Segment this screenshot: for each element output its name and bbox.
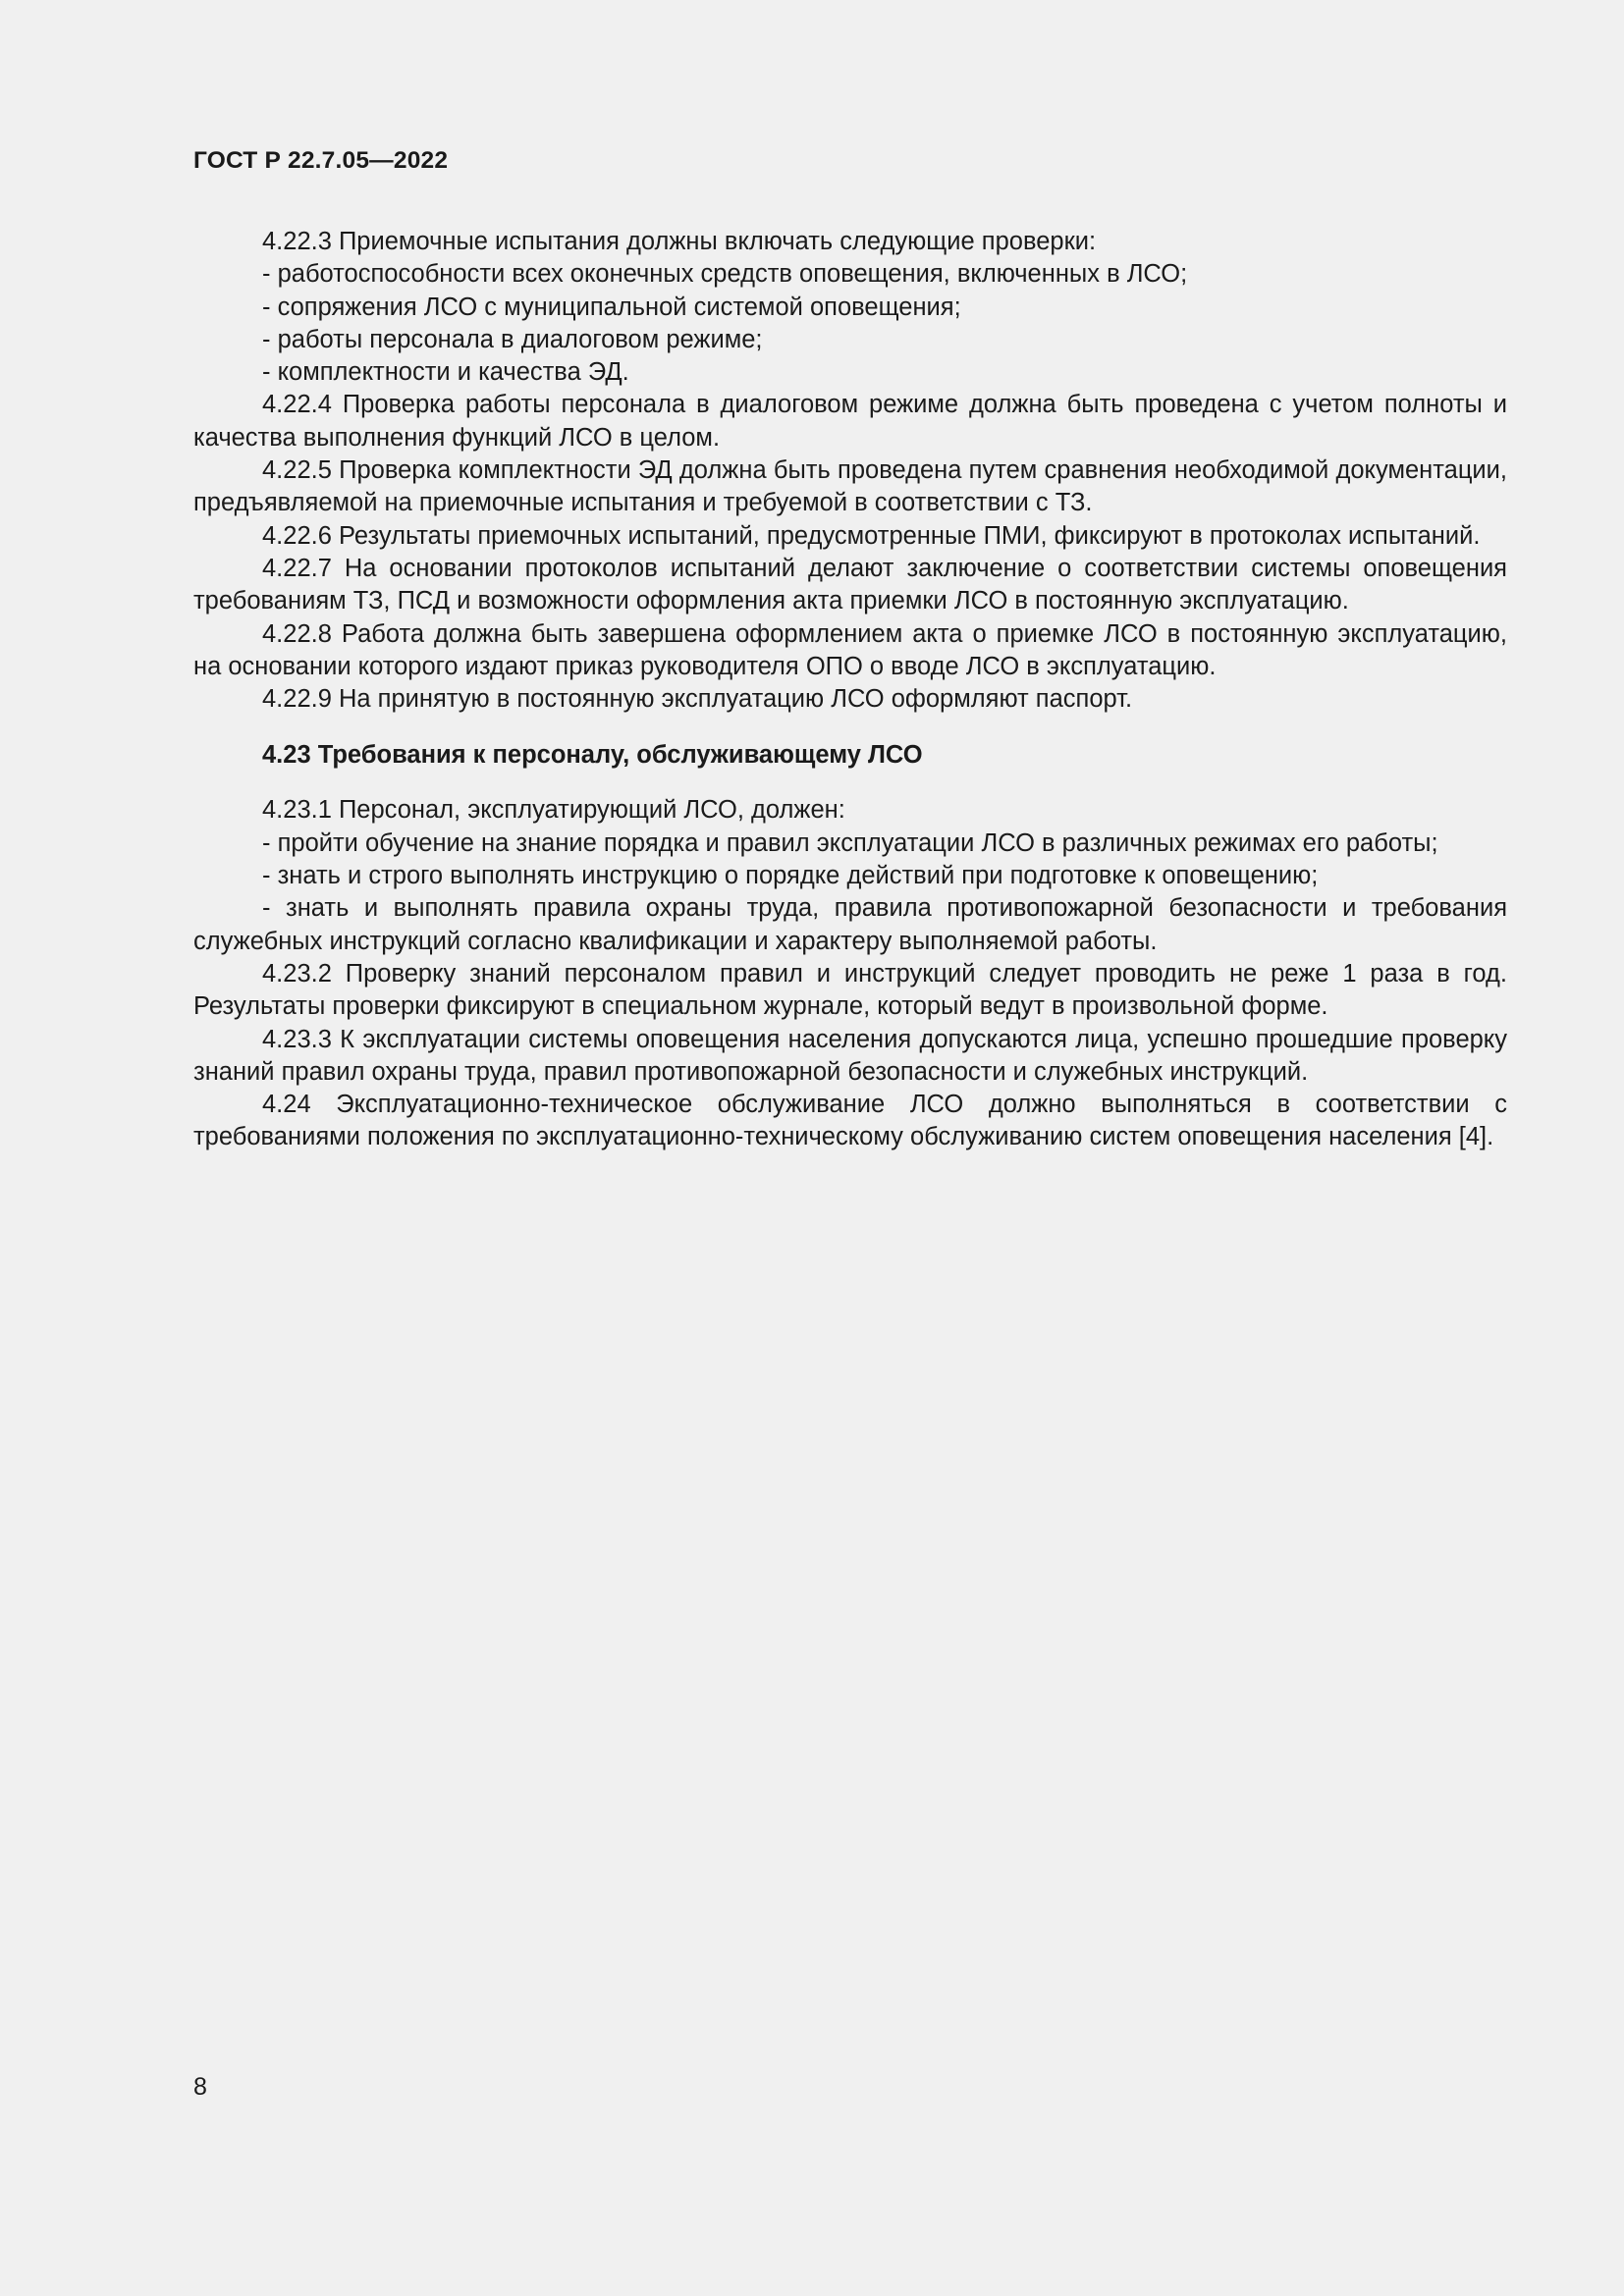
paragraph: - пройти обучение на знание порядка и правил эксплуатации ЛСО в различных режимах его работы; bbox=[262, 828, 1438, 857]
list-item: - комплектности и качества ЭД. bbox=[262, 358, 629, 387]
paragraph: 4.22.6 Результаты приемочных испытаний, предусмотренные ПМИ, фиксируют в протоколах испытаний. bbox=[262, 521, 1481, 550]
paragraph: 4.23.2 Проверку знаний персоналом правил и инструкций следует проводить не реже 1 раза в год. Результаты проверки фиксируют в специальном журнале, который ведут в произвольной форме. bbox=[193, 959, 1507, 1021]
paragraph: 4.22.8 Работа должна быть завершена оформлением акта о приемке ЛСО в постоянную эксплуатацию, на основании которого издают приказ руководителя ОПО о вводе ЛСО в эксплуатацию. bbox=[193, 619, 1507, 680]
list-item: - работы персонала в диалоговом режиме; bbox=[262, 325, 763, 353]
list-item: 4.22.3 Приемочные испытания должны включать следующие проверки: bbox=[262, 228, 1097, 255]
paragraph: 4.24 Эксплуатационно-техническое обслуживание ЛСО должно выполняться в соответствии с требованиями положения по эксплуатационно-техническому обслуживанию систем оповещения населения [4]. bbox=[193, 1091, 1507, 1151]
document-body bbox=[193, 226, 1507, 1154]
list-item: 4.23.1 Персонал, эксплуатирующий ЛСО, должен: bbox=[262, 796, 845, 825]
paragraph: 4.22.4 Проверка работы персонала в диалоговом режиме должна быть проведена с учетом полноты и качества выполнения функций ЛСО в целом. bbox=[193, 391, 1507, 452]
list-item: - работоспособности всех оконечных средств оповещения, включенных в ЛСО; bbox=[262, 260, 1188, 289]
section-4-22-paragraphs bbox=[193, 226, 1507, 716]
paragraph: 4.22.5 Проверка комплектности ЭД должна быть проведена путем сравнения необходимой документации, предъявляемой на приемочные испытания и требуемой в соответствии с ТЗ. bbox=[193, 456, 1507, 517]
page-number: 8 bbox=[193, 2073, 207, 2101]
document-header: ГОСТ Р 22.7.05—2022 bbox=[193, 147, 449, 174]
section-4-23-paragraphs bbox=[193, 794, 1507, 1153]
section-heading: 4.23 Требования к персоналу, обслуживающему ЛСО bbox=[262, 741, 923, 770]
paragraph: - знать и выполнять правила охраны труда, правила противопожарной безопасности и требования служебных инструкций согласно квалификации и характеру выполняемой работы. bbox=[193, 894, 1507, 955]
paragraph: 4.23.3 К эксплуатации системы оповещения населения допускаются лица, успешно прошедшие проверку знаний правил охраны труда, правил противопожарной безопасности и служебных инструкций. bbox=[193, 1025, 1507, 1086]
list-item: - сопряжения ЛСО с муниципальной системой оповещения; bbox=[262, 293, 961, 321]
list-item: - знать и строго выполнять инструкцию о порядке действий при подготовке к оповещению; bbox=[262, 862, 1319, 890]
list-item: 4.22.9 На принятую в постоянную эксплуатацию ЛСО оформляют паспорт. bbox=[262, 685, 1133, 714]
paragraph: 4.22.7 На основании протоколов испытаний делают заключение о соответствии системы оповещения требованиям ТЗ, ПСД и возможности оформления акта приемки ЛСО в постоянную эксплуатацию. bbox=[193, 554, 1507, 615]
